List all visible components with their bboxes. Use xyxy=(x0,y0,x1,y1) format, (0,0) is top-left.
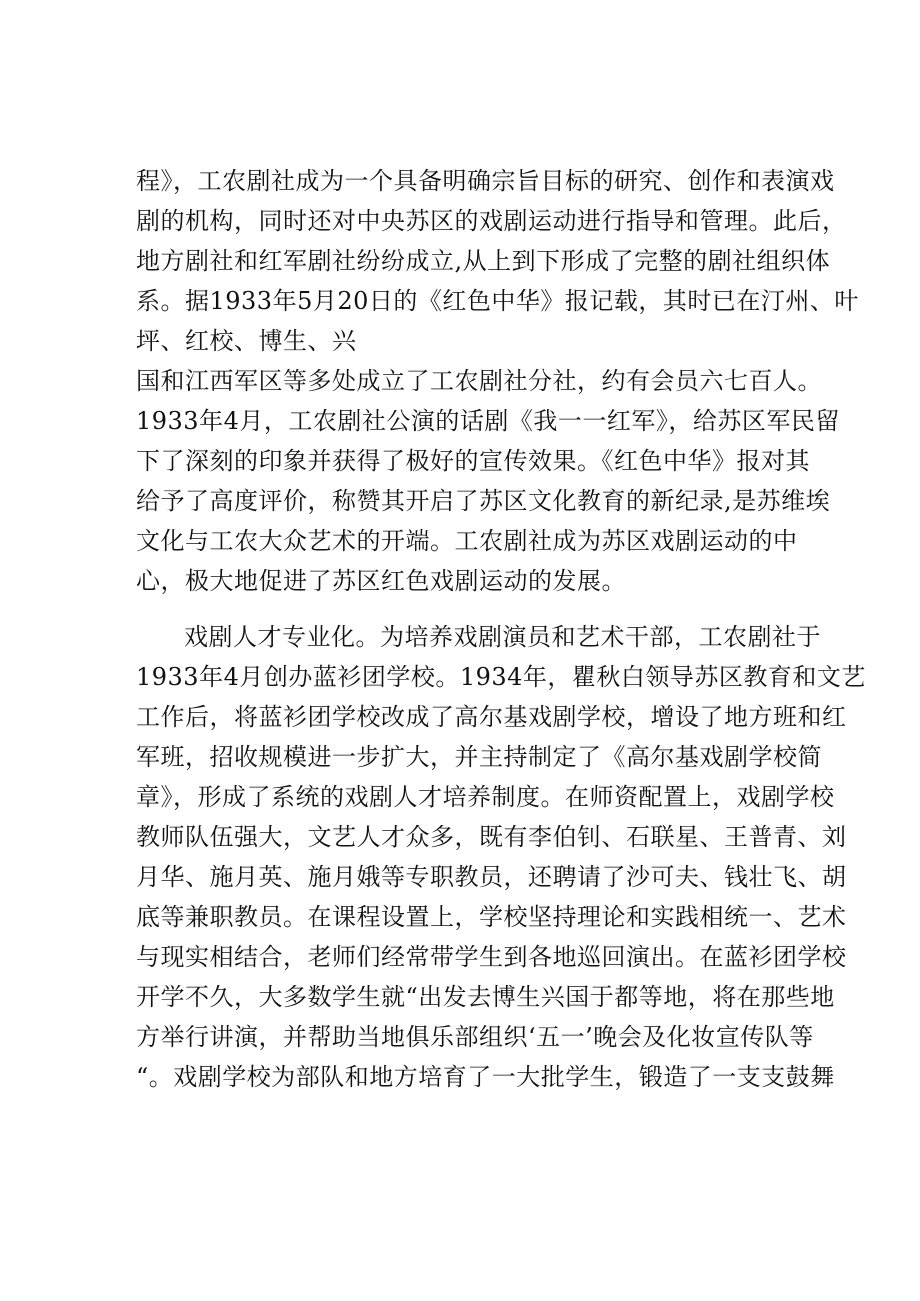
text-line: 文化与工农大众艺术的开端。工农剧社成为苏区戏剧运动的中 xyxy=(136,527,798,555)
text-line: 系。据1933年5月20日的《红色中华》报记载，其时已在汀州、叶 xyxy=(136,287,859,315)
paragraph-first-line: 戏剧人才专业化。为培养戏剧演员和艺术干部，工农剧社于 xyxy=(184,623,821,651)
text-line: 坪、红校、博生、兴 xyxy=(136,327,357,355)
text-line: 月华、施月英、施月娥等专职教员，还聘请了沙可夫、钱壮飞、胡 xyxy=(136,863,847,891)
text-line: 给予了高度评价，称赞其开启了苏区文化教育的新纪录,是苏维埃 xyxy=(136,487,831,515)
text-line: 剧的机构，同时还对中央苏区的戏剧运动进行指导和管理。此后， xyxy=(136,207,847,235)
text-line: 1933年4月，工农剧社公演的话剧《我一一红军》，给苏区军民留 xyxy=(136,407,840,435)
text-line: 底等兼职教员。在课程设置上，学校坚持理论和实践相统一、艺术 xyxy=(136,903,847,931)
text-line: 章》，形成了系统的戏剧人才培养制度。在师资配置上，戏剧学校 xyxy=(136,783,835,811)
text-line: 地方剧社和红军剧社纷纷成立,从上到下形成了完整的剧社组织体 xyxy=(136,247,831,275)
text-line: “。戏剧学校为部队和地方培育了一大批学生，锻造了一支支鼓舞 xyxy=(136,1063,835,1091)
text-line: 1933年4月创办蓝衫团学校。1934年，瞿秋白领导苏区教育和文艺 xyxy=(136,663,866,691)
text-line: 心，极大地促进了苏区红色戏剧运动的发展。 xyxy=(136,567,626,595)
text-line: 方举行讲演，并帮助当地俱乐部组织‘五一’晚会及化妆宣传队等 xyxy=(136,1023,814,1051)
text-line: 开学不久，大多数学生就“出发去博生兴国于都等地，将在那些地 xyxy=(136,983,835,1011)
text-line: 下了深刻的印象并获得了极好的宣传效果。《红色中华》报对其 xyxy=(136,447,810,475)
text-line: 国和江西军区等多处成立了工农剧社分社，约有会员六七百人。 xyxy=(136,367,822,395)
text-line: 教师队伍强大，文艺人才众多，既有李伯钊、石联星、王普青、刘 xyxy=(136,823,847,851)
text-line: 军班，招收规模进一步扩大，并主持制定了《高尔基戏剧学校简 xyxy=(136,743,822,771)
text-line: 与现实相结合，老师们经常带学生到各地巡回演出。在蓝衫团学校 xyxy=(136,943,847,971)
text-line: 程》，工农剧社成为一个具备明确宗旨目标的研究、创作和表演戏 xyxy=(136,167,835,195)
text-line: 工作后，将蓝衫团学校改成了高尔基戏剧学校，增设了地方班和红 xyxy=(136,703,847,731)
